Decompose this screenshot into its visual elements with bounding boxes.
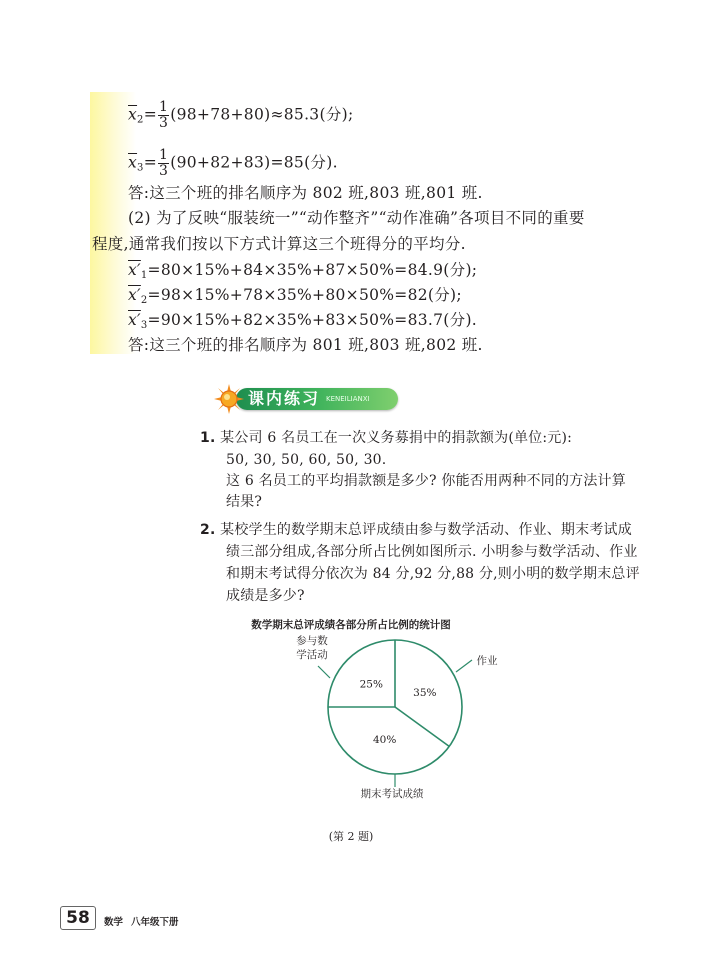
expression: =90×15%+82×35%+83×50%=83.7(分). <box>147 311 478 329</box>
x-bar-prime-symbol: x′ <box>128 311 141 329</box>
part2-line-1: (2) 为了反映“服装统一”“动作整齐”“动作准确”各项目不同的重要 <box>128 209 585 227</box>
fraction <box>158 148 169 179</box>
pie-category-label: 作业 <box>476 655 498 667</box>
expression: =98×15%+78×35%+80×50%=82(分); <box>147 286 462 304</box>
exercise-text: 某校学生的数学期末总评成绩由参与数学活动、作业、期末考试成 <box>220 522 632 538</box>
pie-category-label: 期末考试成绩 <box>360 788 424 800</box>
weighted-x3-line <box>128 310 477 336</box>
leader-line <box>318 666 330 678</box>
exercise-1-line-2: 50, 30, 50, 60, 50, 30. <box>226 452 387 468</box>
footer-subject: 数学 <box>104 917 124 928</box>
exercise-2-line-3: 和期末考试得分依次为 84 分,92 分,88 分,则小明的数学期末总评 <box>226 566 640 582</box>
fraction-numerator: 1 <box>159 147 169 163</box>
pie-category-label: 参与数 <box>296 635 328 647</box>
exercise-2-line-1 <box>200 521 632 539</box>
solution-x3-line <box>128 148 338 179</box>
fraction <box>158 100 169 131</box>
footer-book-info <box>104 914 179 928</box>
fraction-denominator: 3 <box>159 115 169 131</box>
x-bar-prime-symbol: x′ <box>128 261 141 279</box>
fraction-numerator: 1 <box>159 99 169 115</box>
expression: (98+78+80)≈85.3(分); <box>170 105 354 124</box>
x-bar-symbol: $\overline{x}$ <box>128 105 138 124</box>
chart-title: 数学期末总评成绩各部分所占比例的统计图 <box>251 619 451 631</box>
exercise-number: 2. <box>200 522 216 538</box>
pie-category-label: 学活动 <box>296 649 328 661</box>
pie-value-label: 25% <box>359 678 383 691</box>
sun-icon <box>214 384 244 414</box>
page-number: 58 <box>60 906 96 930</box>
expression: (90+82+83)=85(分). <box>170 153 338 172</box>
subscript: 3 <box>140 320 148 331</box>
weighted-x2-line <box>128 285 462 311</box>
pie-value-label: 40% <box>372 733 397 746</box>
x-bar-prime-symbol: x′ <box>128 286 141 304</box>
weighted-x1-line <box>128 260 477 286</box>
banner-subtitle: KENEILIANXI <box>326 395 370 403</box>
pie-value-label: 35% <box>413 686 437 699</box>
pie-slice-boundary <box>395 707 449 746</box>
pie-chart <box>280 632 510 802</box>
subscript: 1 <box>140 270 148 281</box>
banner-title: 课内练习 <box>248 389 321 408</box>
leader-line <box>456 660 472 672</box>
subscript: 2 <box>137 114 144 126</box>
footer-grade: 八年级下册 <box>131 917 179 928</box>
exercise-number: 1. <box>200 430 216 446</box>
subscript: 3 <box>137 162 144 174</box>
answer-1: 答:这三个班的排名顺序为 802 班,803 班,801 班. <box>128 184 483 202</box>
answer-2: 答:这三个班的排名顺序为 801 班,803 班,802 班. <box>128 336 483 354</box>
subscript: 2 <box>140 295 148 306</box>
solution-x2-line <box>128 100 354 131</box>
exercise-1-line-4: 结果? <box>226 494 263 510</box>
figure-caption: (第 2 题) <box>328 830 374 843</box>
exercise-banner <box>214 384 400 414</box>
exercise-1-line-3: 这 6 名员工的平均捐款额是多少? 你能否用两种不同的方法计算 <box>226 473 626 489</box>
x-bar-symbol: $\overline{x}$ <box>128 153 138 172</box>
exercise-2-line-4: 成绩是多少? <box>226 588 305 604</box>
part2-line-2: 程度,通常我们按以下方式计算这三个班得分的平均分. <box>92 235 466 253</box>
expression: =80×15%+84×35%+87×50%=84.9(分); <box>147 261 478 279</box>
equals-sign: = <box>143 105 158 124</box>
exercise-2-line-2: 绩三部分组成,各部分所占比例如图所示. 小明参与数学活动、作业 <box>226 544 638 560</box>
equals-sign: = <box>143 153 158 172</box>
exercise-text: 某公司 6 名员工在一次义务募捐中的捐款额为(单位:元): <box>220 430 573 446</box>
fraction-denominator: 3 <box>159 163 169 179</box>
exercise-1-line-1 <box>200 429 572 447</box>
